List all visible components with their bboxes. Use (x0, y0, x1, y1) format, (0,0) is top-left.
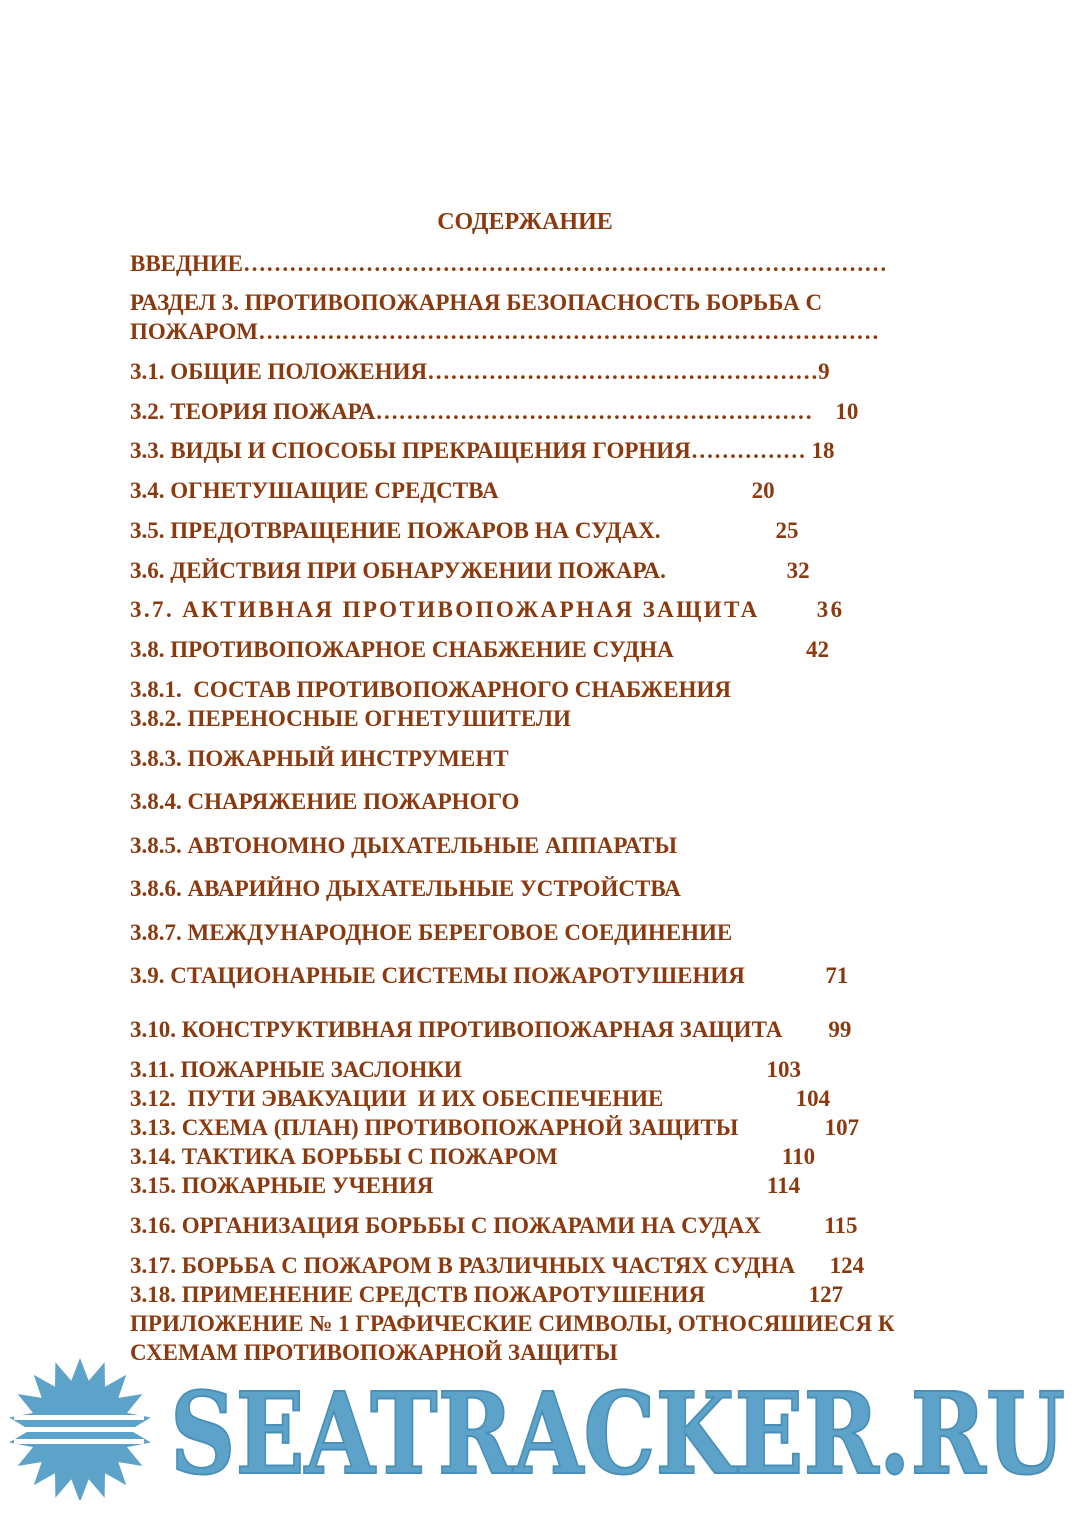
toc-line-section3-b: ПОЖАРОМ……………………………………………………………………… (130, 319, 880, 344)
toc-line-3-3: 3.3. ВИДЫ И СПОСОБЫ ПРЕКРАЩЕНИЯ ГОРНИЯ…………… 18 (130, 438, 835, 463)
toc-line-3-8-2: 3.8.2. ПЕРЕНОСНЫЕ ОГНЕТУШИТЕЛИ (130, 706, 571, 731)
toc-line-3-5: 3.5. ПРЕДОТВРАЩЕНИЕ ПОЖАРОВ НА СУДАХ. 25 (130, 518, 799, 543)
sun-icon (9, 1358, 151, 1500)
toc-line-3-13: 3.13. СХЕМА (ПЛАН) ПРОТИВОПОЖАРНОЙ ЗАЩИТЫ 107 (130, 1115, 860, 1140)
toc-line-3-14: 3.14. ТАКТИКА БОРЬБЫ С ПОЖАРОМ 110 (130, 1144, 816, 1169)
toc-line-section3-a: РАЗДЕЛ 3. ПРОТИВОПОЖАРНАЯ БЕЗОПАСНОСТЬ БОРЬБА С (130, 290, 823, 315)
toc-line-3-12: 3.12. ПУТИ ЭВАКУАЦИИ И ИХ ОБЕСПЕЧЕНИЕ 104 (130, 1086, 831, 1111)
toc-line-3-15: 3.15. ПОЖАРНЫЕ УЧЕНИЯ 114 (130, 1173, 801, 1198)
toc-line-appendix-a: ПРИЛОЖЕНИЕ № 1 ГРАФИЧЕСКИЕ СИМВОЛЫ, ОТНОСЯШИЕСЯ К (130, 1311, 895, 1336)
watermark-logo (0, 1355, 1080, 1500)
toc-line-appendix-b: СХЕМАМ ПРОТИВОПОЖАРНОЙ ЗАЩИТЫ (130, 1340, 618, 1365)
toc-line-3-8-1: 3.8.1. СОСТАВ ПРОТИВОПОЖАРНОГО СНАБЖЕНИЯ (130, 677, 731, 702)
toc-line-3-16: 3.16. ОРГАНИЗАЦИЯ БОРЬБЫ С ПОЖАРАМИ НА СУДАХ 115 (130, 1213, 858, 1238)
toc-line-3-8-7: 3.8.7. МЕЖДУНАРОДНОЕ БЕРЕГОВОЕ СОЕДИНЕНИЕ (130, 920, 733, 945)
toc-line-3-11: 3.11. ПОЖАРНЫЕ ЗАСЛОНКИ 103 (130, 1057, 802, 1082)
toc-line-3-10: 3.10. КОНСТРУКТИВНАЯ ПРОТИВОПОЖАРНАЯ ЗАЩИТА 99 (130, 1017, 852, 1042)
toc-line-3-4: 3.4. ОГНЕТУШАЩИЕ СРЕДСТВА 20 (130, 478, 775, 503)
toc-line-3-2: 3.2. ТЕОРИЯ ПОЖАРА………………………………………………… 10 (130, 399, 859, 424)
watermark-text: SEATRACKER.RU (170, 1369, 1065, 1500)
toc-line-3-18: 3.18. ПРИМЕНЕНИЕ СРЕДСТВ ПОЖАРОТУШЕНИЯ 127 (130, 1282, 844, 1307)
toc-line-3-6: 3.6. ДЕЙСТВИЯ ПРИ ОБНАРУЖЕНИИ ПОЖАРА. 32 (130, 558, 810, 583)
toc-line-3-8-4: 3.8.4. СНАРЯЖЕНИЕ ПОЖАРНОГО (130, 789, 520, 814)
toc-line-3-8-6: 3.8.6. АВАРИЙНО ДЫХАТЕЛЬНЫЕ УСТРОЙСТВА (130, 876, 681, 901)
toc-line-intro: ВВЕДНИЕ………………………………………………………………………… (130, 251, 887, 276)
toc-line-3-17: 3.17. БОРЬБА С ПОЖАРОМ В РАЗЛИЧНЫХ ЧАСТЯХ СУДНА 124 (130, 1253, 865, 1278)
toc-line-3-8-5: 3.8.5. АВТОНОМНО ДЫХАТЕЛЬНЫЕ АППАРАТЫ (130, 833, 678, 858)
toc-line-3-9: 3.9. СТАЦИОНАРНЫЕ СИСТЕМЫ ПОЖАРОТУШЕНИЯ 71 (130, 963, 849, 988)
toc-line-3-8: 3.8. ПРОТИВОПОЖАРНОЕ СНАБЖЕНИЕ СУДНА 42 (130, 637, 830, 662)
toc-title: СОДЕРЖАНИЕ (437, 209, 613, 235)
toc-line-3-7: 3.7. АКТИВНАЯ ПРОТИВОПОЖАРНАЯ ЗАЩИТА 36 (130, 597, 845, 622)
toc-line-3-8-3: 3.8.3. ПОЖАРНЫЙ ИНСТРУМЕНТ (130, 746, 509, 771)
toc-line-3-1: 3.1. ОБЩИЕ ПОЛОЖЕНИЯ……………………………………………9 (130, 359, 830, 384)
